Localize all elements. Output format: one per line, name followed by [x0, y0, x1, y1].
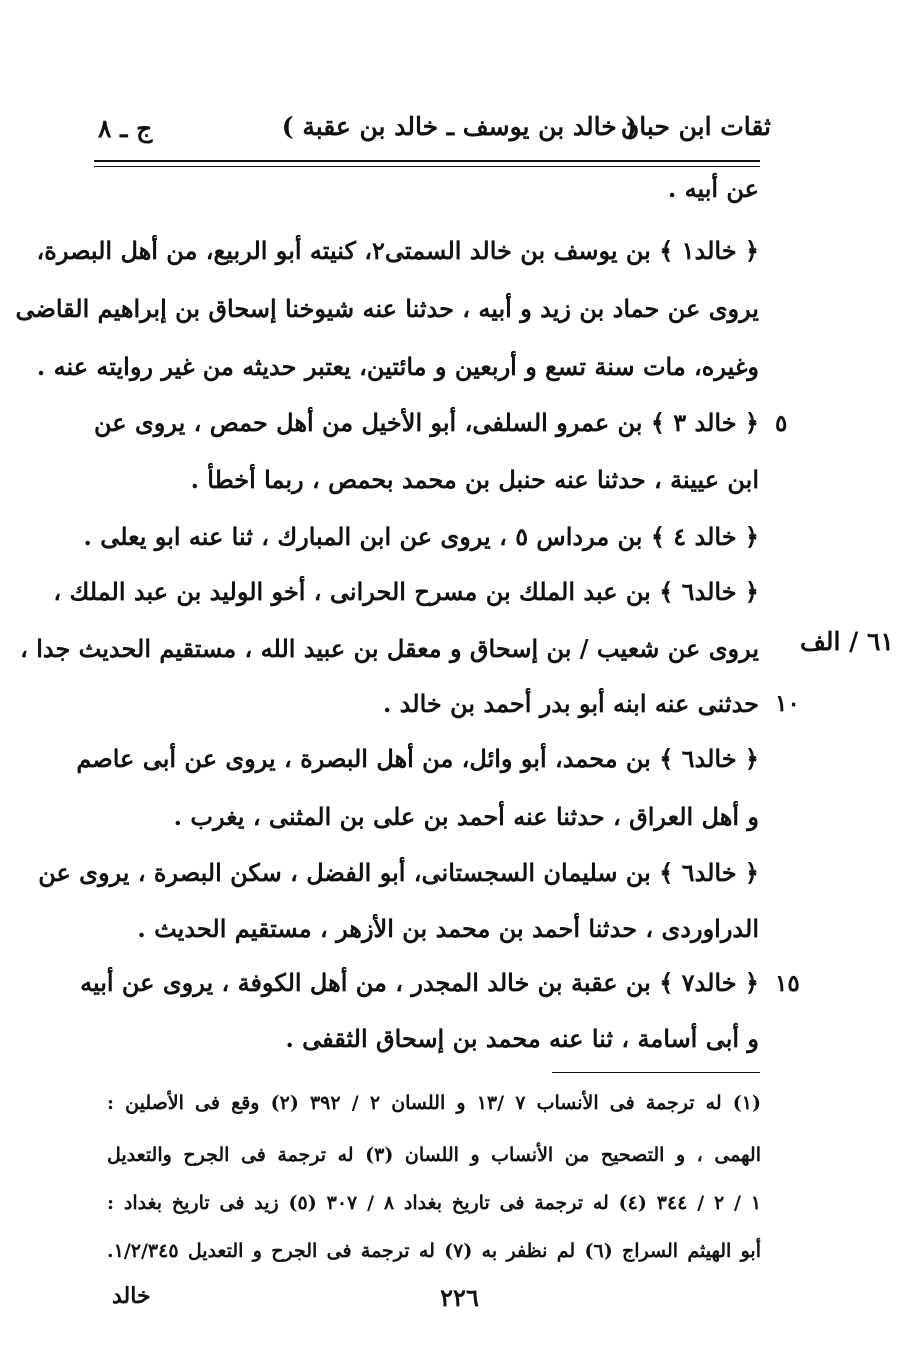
body-line: يروى عن شعيب / بن إسحاق و معقل بن عبيد الله ، مستقيم الحديث جدا ،: [20, 634, 759, 663]
line-number: ١٠: [775, 690, 800, 717]
footnote-rule: [552, 1072, 760, 1073]
page-number: ٢٢٦: [440, 1283, 479, 1312]
body-line: ﴿ خالد٧ ﴾ بن عقبة بن خالد المجدر ، من أهل الكوفة ، يروى عن أبيه: [80, 968, 759, 997]
footnote-line: (١) له ترجمة فى الأنساب ٧ /١٣ و اللسان ٢ / ٣٩٢ (٢) وقع فى الأصلين :: [107, 1092, 761, 1114]
book-title: ثقات ابن حبان: [620, 112, 771, 141]
body-line: ﴿ خالد٦ ﴾ بن عبد الملك بن مسرح الحرانى ، أخو الوليد بن عبد الملك ،: [53, 577, 759, 606]
volume-label: ج ـ ٨: [98, 114, 153, 143]
line-number: ١٥: [775, 970, 800, 997]
body-line: ﴿ خالد٦ ﴾ بن محمد، أبو وائل، من أهل البصرة ، يروى عن أبى عاصم: [76, 744, 759, 773]
body-line: ﴿ خالد١ ﴾ بن يوسف بن خالد السمتى٢، كنيته أبو الربيع، من أهل البصرة،: [36, 236, 759, 265]
catchword: خالد: [112, 1283, 151, 1309]
body-line: ﴿ خالد٦ ﴾ بن سليمان السجستانى، أبو الفضل ، سكن البصرة ، يروى عن: [38, 858, 759, 887]
body-line: ﴿ خالد ٣ ﴾ بن عمرو السلفى، أبو الأخيل من أهل حمص ، يروى عن: [94, 408, 759, 437]
body-line: يروى عن حماد بن زيد و أبيه ، حدثنا عنه شيوخنا إسحاق بن إبراهيم القاضى: [15, 294, 759, 323]
body-line: ابن عيينة ، حدثنا عنه حنبل بن محمد بحمص ، ربما أخطأ .: [190, 465, 759, 494]
line-number: ٥: [775, 410, 788, 437]
section-range: ( خالد بن يوسف ـ خالد بن عقبة ): [281, 112, 638, 141]
header-rule: [94, 160, 760, 162]
header-rule-thin: [94, 166, 760, 167]
body-line: و أبى أسامة ، ثنا عنه محمد بن إسحاق الثقفى .: [285, 1024, 759, 1053]
body-line: عن أبيه .: [667, 174, 759, 203]
footnote-line: الهمى ، و التصحيح من الأنساب و اللسان (٣) له ترجمة فى الجرح والتعديل: [107, 1144, 761, 1166]
body-line: و أهل العراق ، حدثنا عنه أحمد بن على بن المثنى ، يغرب .: [173, 802, 759, 831]
body-line: وغيره، مات سنة تسع و أربعين و مائتين، يعتبر حديثه من غير روايته عنه .: [36, 352, 759, 381]
body-line: الدراوردى ، حدثنا أحمد بن محمد بن الأزهر ، مستقيم الحديث .: [137, 914, 759, 943]
manuscript-folio-note: ٦١ / الف: [800, 627, 894, 656]
body-line: حدثنى عنه ابنه أبو بدر أحمد بن خالد .: [382, 689, 759, 718]
footnote-line: ١ / ٢ / ٣٤٤ (٤) له ترجمة فى تاريخ بغداد ٨ / ٣٠٧ (٥) زيد فى تاريخ بغداد :: [107, 1192, 762, 1214]
body-line: ﴿ خالد ٤ ﴾ بن مرداس ٥ ، يروى عن ابن المبارك ، ثنا عنه ابو يعلى .: [83, 522, 759, 551]
footnote-line: أبو الهيثم السراج (٦) لم نظفر به (٧) له ترجمة فى الجرح و التعديل ١/٢/٣٤٥.: [107, 1240, 761, 1262]
